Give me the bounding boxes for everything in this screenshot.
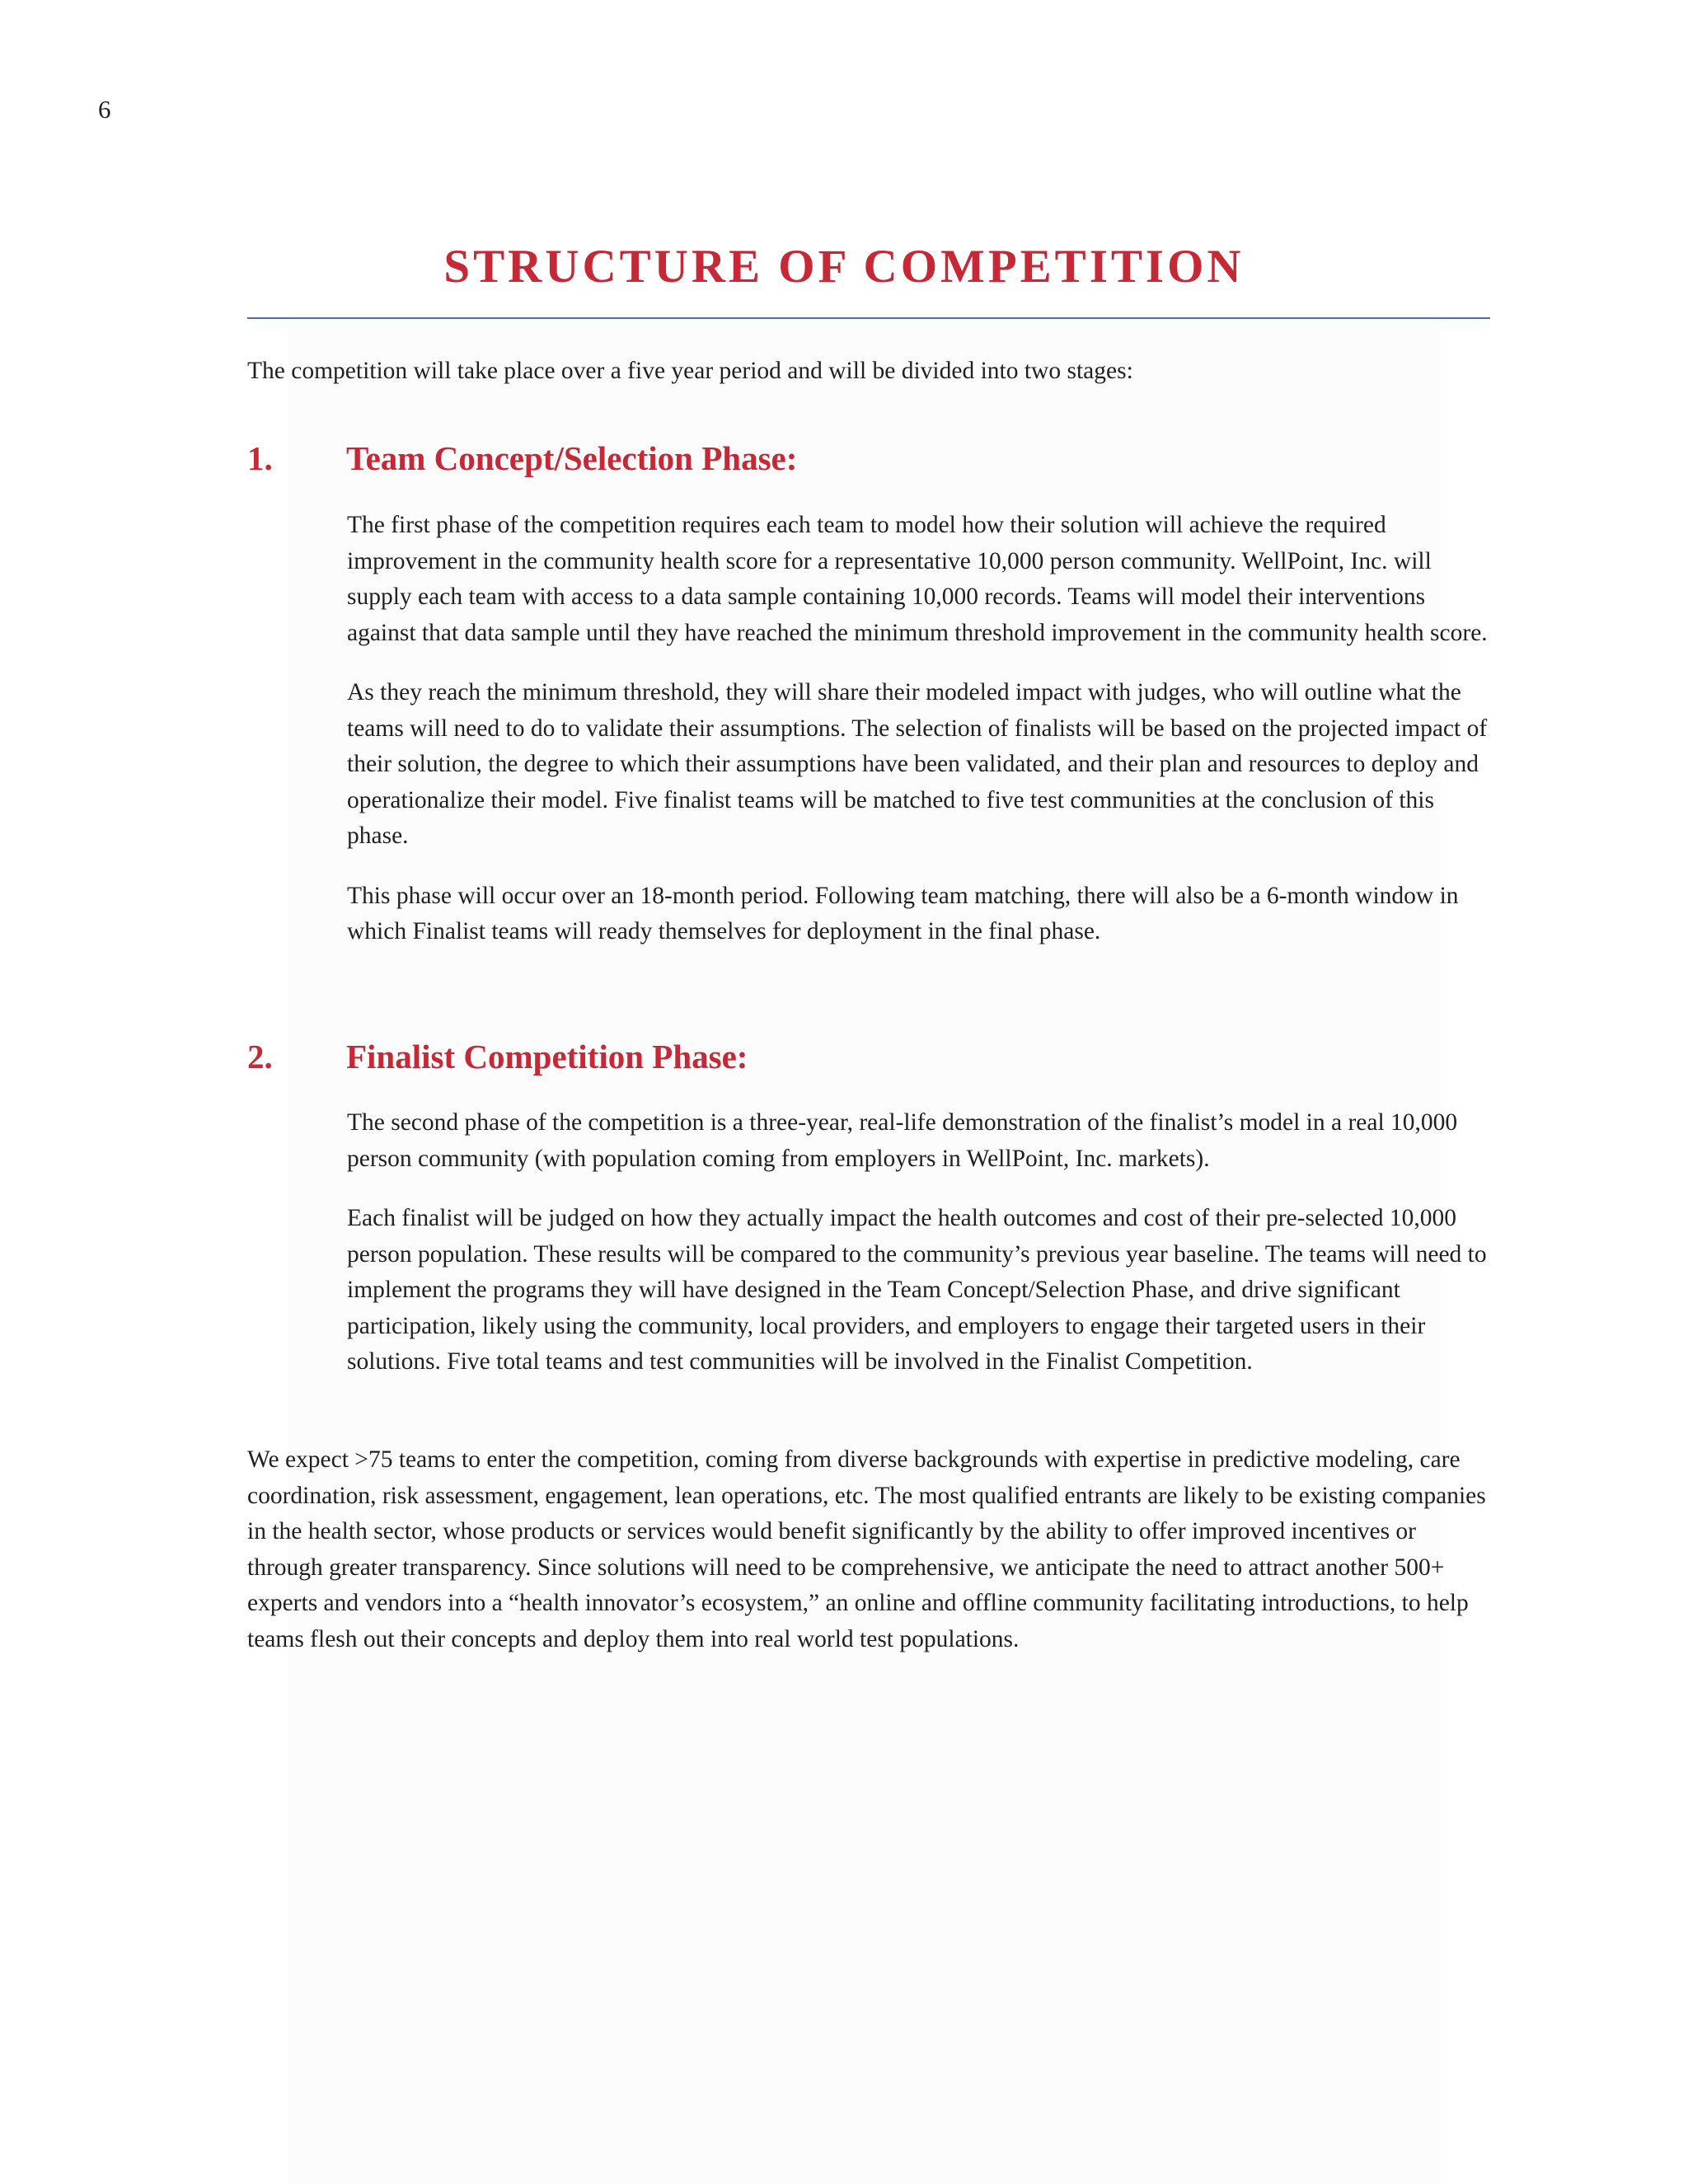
paragraph: As they reach the minimum threshold, they will share their modeled impact with judges, who will outline what the teams will need to do to validate their assumptions. The selection of finalists will be based on the projected impact of their solution, the degree to which their assumptions have been validated, and their plan and resources to deploy and operationalize their model. Five finalist teams will be matched to five test communities at the conclusion of this phase.: [347, 679, 1488, 849]
title-divider: [247, 317, 1490, 319]
page-title: STRUCTURE OF COMPETITION: [443, 241, 1245, 293]
paragraph: This phase will occur over an 18-month period. Following team matching, there will also be a 6-month window in which Finalist teams will ready themselves for deployment in the final phase.: [347, 882, 1459, 944]
intro-paragraph: The competition will take place over a five year period and will be divided into two stages:: [247, 358, 1133, 384]
paragraph: The second phase of the competition is a three-year, real-life demonstration of the finalist’s model in a real 10,000 person community (with population coming from employers in WellPoint, Inc. markets).: [347, 1109, 1458, 1172]
section-title: Finalist Competition Phase:: [346, 1038, 748, 1076]
section-body-team-concept: [347, 508, 1491, 974]
section-body-finalist: [347, 1105, 1491, 1404]
section-number: 2.: [247, 1038, 273, 1076]
section-number: 1.: [247, 439, 273, 477]
section-title: Team Concept/Selection Phase:: [346, 439, 798, 477]
paragraph: The first phase of the competition requires each team to model how their solution will achieve the required improvement in the community health score for a representative 10,000 person community. WellPoint, Inc. will supply each team with access to a data sample containing 10,000 records. Teams will model their interventions against that data sample until they have reached the minimum threshold improvement in the community health score.: [347, 512, 1488, 646]
closing-paragraph: We expect >75 teams to enter the competition, coming from diverse backgrounds with expertise in predictive modeling, care coordination, risk assessment, engagement, lean operations, etc. The most qualified entrants are likely to be existing companies in the health sector, whose products or services would benefit significantly by the ability to offer improved incentives or through greater transparency. Since solutions will need to be comprehensive, we anticipate the need to attract another 500+ experts and vendors into a “health innovator’s ecosystem,” an online and offline community facilitating introductions, to help teams flesh out their concepts and deploy them into real world test populations.: [247, 1446, 1486, 1652]
page-number: 6: [98, 95, 111, 124]
paragraph: Each finalist will be judged on how they actually impact the health outcomes and cost of their pre-selected 10,000 person population. These results will be compared to the community’s previous year baseline. The teams will need to implement the programs they will have designed in the Team Concept/Selection Phase, and drive significant participation, likely using the community, local providers, and employers to engage their targeted users in their solutions. Five total teams and test communities will be involved in the Finalist Competition.: [347, 1205, 1487, 1375]
